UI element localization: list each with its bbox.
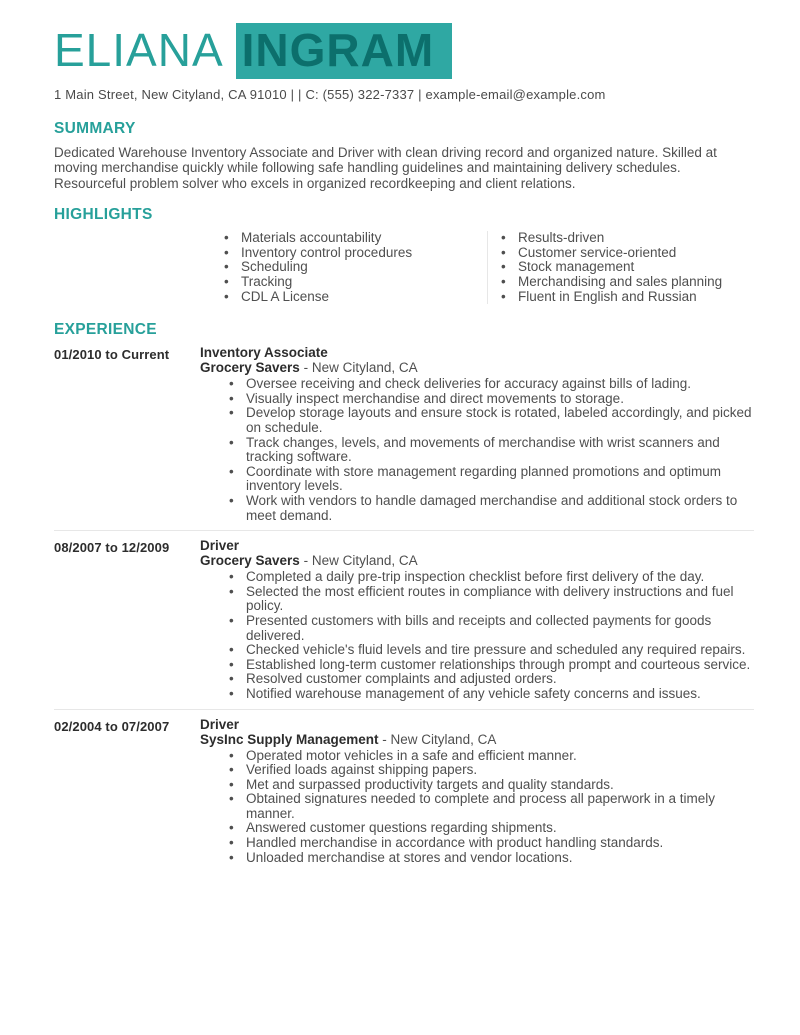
last-name: INGRAM	[236, 23, 453, 79]
job-dates: 02/2004 to 07/2007	[54, 718, 170, 734]
job-company: Grocery Savers	[200, 553, 300, 569]
job-company-line	[200, 732, 754, 747]
resume-header	[54, 26, 754, 102]
highlights-column-1	[222, 231, 487, 304]
job-bullets	[200, 747, 754, 866]
first-name: ELIANA	[54, 24, 224, 76]
job-bullet: • Visually inspect merchandise and direct movements to storage.	[227, 392, 754, 407]
job-entry	[54, 345, 754, 523]
job-company-line	[200, 553, 754, 568]
job-bullet: • Operated motor vehicles in a safe and efficient manner.	[227, 749, 754, 764]
highlight-item: • Materials accountability	[222, 231, 487, 246]
highlights-heading: HIGHLIGHTS	[54, 206, 153, 224]
job-bullet: • Unloaded merchandise at stores and vendor locations.	[227, 851, 754, 866]
job-bullet: • Checked vehicle's fluid levels and tire pressure and scheduled any required repairs.	[227, 643, 754, 658]
job-location: - New Cityland, CA	[299, 360, 418, 376]
job-bullet: • Work with vendors to handle damaged merchandise and additional stock orders to meet demand.	[227, 494, 754, 523]
job-title: Inventory Associate	[200, 345, 328, 361]
highlight-item: • CDL A License	[222, 290, 487, 305]
summary-text: Dedicated Warehouse Inventory Associate and Driver with clean driving record and organized nature. Skilled at moving merchandise quickly while following safe handling guidelines and maintaining delivery schedules. Resourceful problem solver who excels in organized recordkeeping and client relations.	[54, 144, 717, 191]
job-bullet: • Completed a daily pre-trip inspection checklist before first delivery of the day.	[227, 570, 754, 585]
job-title: Driver	[200, 716, 240, 732]
highlight-item: • Stock management	[499, 260, 754, 275]
job-entry	[54, 709, 754, 866]
job-bullet: • Notified warehouse management of any vehicle safety concerns and issues.	[227, 687, 754, 702]
highlight-item: • Scheduling	[222, 260, 487, 275]
job-location: - New Cityland, CA	[299, 553, 418, 569]
highlight-item: • Inventory control procedures	[222, 246, 487, 261]
job-bullet: • Selected the most efficient routes in compliance with delivery instructions and fuel policy.	[227, 585, 754, 614]
job-bullet: • Established long-term customer relationships through prompt and courteous service.	[227, 658, 754, 673]
job-bullets	[200, 568, 754, 701]
job-title: Driver	[200, 538, 240, 554]
job-body	[200, 538, 754, 701]
job-company: Grocery Savers	[200, 360, 300, 376]
job-location: - New Cityland, CA	[378, 731, 497, 747]
contact-line: 1 Main Street, New Cityland, CA 91010 | | C: (555) 322-7337 | example-email@example.com	[54, 86, 606, 102]
job-bullet: • Resolved customer complaints and adjusted orders.	[227, 672, 754, 687]
experience-heading: EXPERIENCE	[54, 321, 157, 339]
job-bullet: • Develop storage layouts and ensure stock is rotated, labeled accordingly, and picked on schedule.	[227, 406, 754, 435]
summary-section	[54, 120, 754, 192]
experience-section	[54, 321, 754, 865]
highlight-item: • Tracking	[222, 275, 487, 290]
summary-heading: SUMMARY	[54, 119, 136, 137]
job-bullet: • Obtained signatures needed to complete and process all paperwork in a timely manner.	[227, 792, 754, 821]
highlight-item: • Results-driven	[499, 231, 754, 246]
job-bullet: • Answered customer questions regarding shipments.	[227, 821, 754, 836]
job-body	[200, 717, 754, 866]
job-dates: 08/2007 to 12/2009	[54, 540, 170, 556]
job-bullet: • Coordinate with store management regarding planned promotions and optimum inventory levels.	[227, 465, 754, 494]
highlight-item: • Customer service-oriented	[499, 246, 754, 261]
job-company-line	[200, 360, 754, 375]
highlights-column-2	[487, 231, 754, 304]
job-bullets	[200, 375, 754, 523]
job-list	[54, 345, 754, 865]
highlight-item: • Merchandising and sales planning	[499, 275, 754, 290]
job-bullet: • Met and surpassed productivity targets and quality standards.	[227, 778, 754, 793]
candidate-name	[54, 26, 754, 75]
job-entry	[54, 530, 754, 701]
job-bullet: • Track changes, levels, and movements of merchandise with wrist scanners and tracking software.	[227, 436, 754, 465]
job-dates: 01/2010 to Current	[54, 347, 170, 363]
highlight-item: • Fluent in English and Russian	[499, 290, 754, 305]
job-body	[200, 345, 754, 523]
job-bullet: • Verified loads against shipping papers.	[227, 763, 754, 778]
job-bullet: • Presented customers with bills and receipts and collected payments for goods delivered.	[227, 614, 754, 643]
job-company: SysInc Supply Management	[200, 731, 379, 747]
job-bullet: • Oversee receiving and check deliveries for accuracy against bills of lading.	[227, 377, 754, 392]
job-bullet: • Handled merchandise in accordance with product handling standards.	[227, 836, 754, 851]
highlights-section	[54, 206, 754, 304]
highlights-columns	[222, 231, 754, 304]
